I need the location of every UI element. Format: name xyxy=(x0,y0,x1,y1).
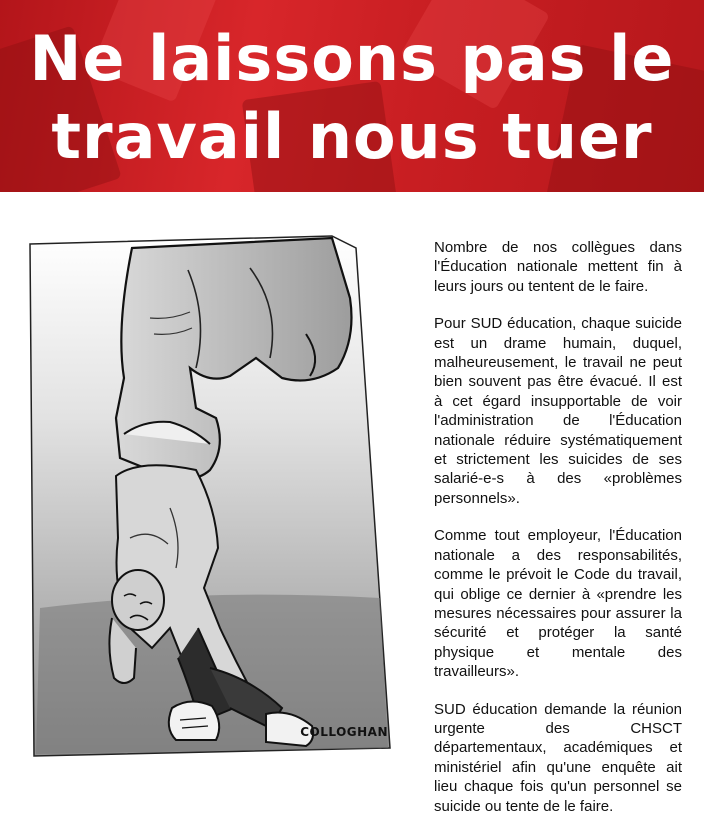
page-title-line-1: Ne laissons pas le xyxy=(29,22,675,95)
article-text xyxy=(434,238,682,834)
article-paragraph-1: Nombre de nos collègues dans l'Éducation nationale mettent fin à leurs jours ou tentent de le faire. xyxy=(434,239,682,295)
header-banner xyxy=(0,0,704,192)
article-paragraph-4: SUD éducation demande la réunion urgente des CHSCT départementaux, académiques et ministériel afin qu'une enquête ait lieu chaque fois qu'un personnel se suicide ou tente de le faire. xyxy=(434,700,682,815)
page-title-line-2: travail nous tuer xyxy=(51,100,653,173)
article-paragraph-2: Pour SUD éducation, chaque suicide est un drame humain, duquel, malheureusement, le travail ne peut bien souvent pas être évacué. Il est à cet égard insupportable de voir l'administration de l'Éducation nationale réduire systématiquement et strictement les suicides de ses salarié-e-s à des «problèmes personnels». xyxy=(434,315,682,507)
cartoon-illustration xyxy=(20,208,412,765)
article-paragraph-3: Comme tout employeur, l'Éducation nationale a des responsabilités, comme le prévoit le Code du travail, qui oblige ce dernier à «prendre les mesures nécessaires pour assurer la sécurité et protéger la santé physique et mentale des travailleurs». xyxy=(434,527,682,681)
artist-signature: COLLOGHAN xyxy=(300,725,388,739)
